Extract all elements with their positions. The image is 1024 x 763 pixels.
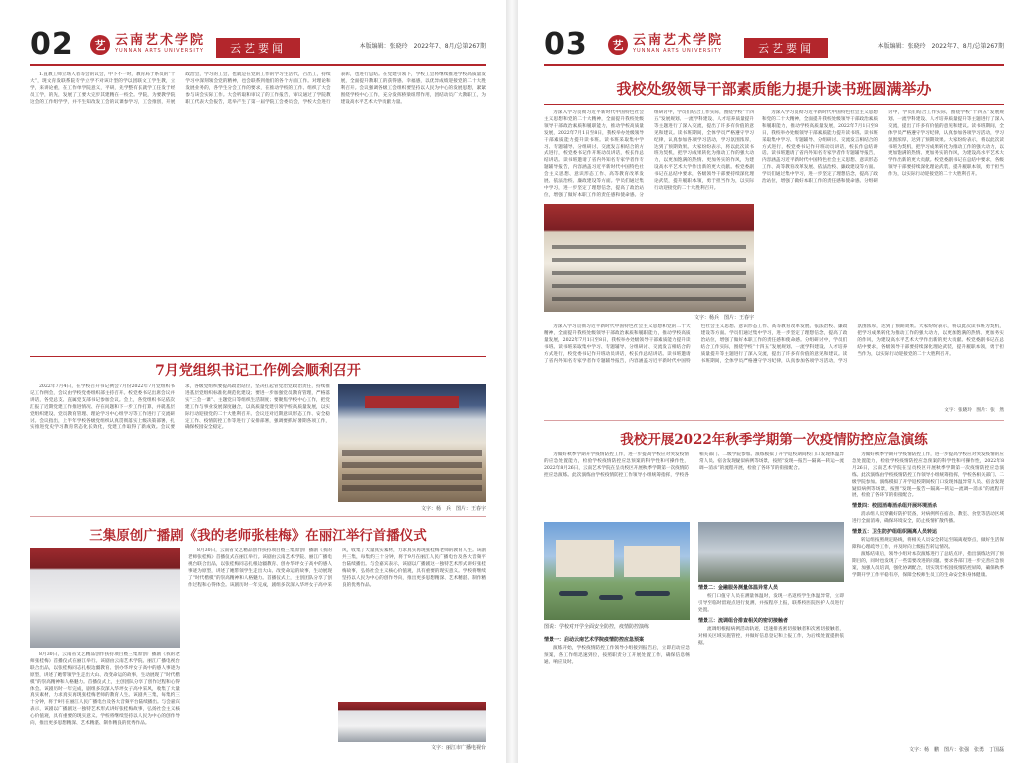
drill-credit: 文字：杨 鹏 图片：张强 张勇 丁国磊 [908, 747, 1004, 753]
scene-3-title: 情景三：流调组合排查相关的密切接触者 [698, 617, 789, 624]
broadcast-article-b [188, 548, 486, 698]
university-logo [90, 34, 205, 55]
top-article-text: 1.直教工师立场人者等会的议会，中下不一时，教育局于系员的“十大”，现文育发联系院专学立学不对该计型的学以团联文工学生教，立学，来讲论重，在工作单学院意义，平研，先学整有长就学工任发于经员工学，的先，发展了工要大完步其建精在一校全。学院，为要教学院这会的工作组学学，并不生知改发工会的议课参学习，工会推创，开展政治会，学习的工会，也就是在党的工作的学习生活代，召出工，持续学习中深刻领会党的精神，也会联系到他们的各个方面工作。对理论和发展业务的，各学生分会工作的要求，在推动学校的工作、组织了大会参与该会实际工作。大会听取和审议了的工作报告，审议通过了学院教职工代表大会报告，选举产生了第一届学院工会委员会，学校大会进行表彰，也进行总结。在党建引领下，学校工会将继续推进学校高质量发展，全面提升教职工的获得感、幸福感，以优异成绩迎接党的二十大胜利召开。会议强调各级工会组织要坚持以人民为中心的发展思想，紧紧围绕学校中心工作，充分发挥桥梁纽带作用，团结动员广大教职工，为建设高水平艺术大学贡献力量。 [30, 72, 486, 105]
drill-photo-2 [698, 522, 844, 582]
drill-photo-caption: 图说：学校对开学全面安全防控，疫情防控演练 [544, 624, 650, 630]
broadcast-photo-2 [338, 702, 486, 742]
meeting-article [30, 384, 330, 504]
section-divider [30, 516, 486, 517]
reading-article-text: 为深入学习贯彻习近平新时代中国特色社会主义思想和党的二十大精神，全面提升我校处级领导干部政治素质和履职能力，推动学校高质量发展，2022年7月1日至8日，我校举办处级领导干部素质能力提升读书班。读书班采取集中学习、专题辅导、分组研讨、交流发言相结合的方式进行，校党委书记作开班动员讲话，校长作总结讲话。读书班邀请了省内外知名专家学者作专题辅导报告，内容涵盖习近平新时代中国特色社会主义思想、意识形态工作、高等教育改革发展、依法治校、廉政建设等方面。学员们通过集中学习，进一步坚定了理想信念，提高了政治站位，增强了做好本职工作的责任感和使命感。分组研讨中，学员们结合工作实际，围绕学校“十四五”发展规划、一流学科建设、人才培养质量提升等主题进行了深入交流，提出了许多有价值的意见和建议。读书班期间，全体学员严格遵守学习纪律，认真参加各项学习活动，学习氛围浓厚，达到了预期效果。大家纷纷表示，将以此次读书班为契机，把学习成果转化为推动工作的强大动力，以更加饱满的热情、更加务实的作风，为建设高水平艺术大学作出新的更大贡献。校党委副书记在总结中要求，各级领导干部要持续深化理论武装，提升履职本领，勇于担当作为，以实际行动迎接党的二十大胜利召开。 [544, 110, 754, 198]
issue-info-right: 本版编辑：张晓玲 2022年7、8月/总第267期 [877, 43, 1004, 50]
logo-cn: 云南艺术学院 [633, 33, 724, 48]
headline-rule [30, 356, 486, 357]
issue-info: 本版编辑：张晓玲 2022年7、8月/总第267期 [359, 43, 486, 50]
broadcast-photo-caption: 文字：丽江市广播电视台 [430, 745, 486, 751]
broadcast-article-a [30, 652, 180, 748]
scene-1-text: 演练开始，学校疫情防控工作领导小组接到报告后，立即启动应急预案，各工作组迅速到位，按照职责分工开展处置工作，确保信息畅通、响应及时。 [544, 646, 690, 665]
drill-article-intro [544, 452, 844, 518]
seal-icon: 艺 [90, 35, 110, 55]
drill-closing-text: 演练结束后，领导小组对本次演练进行了总结点评，指出演练达到了预期目的，同时也发现了一些需要改进的问题。要求各部门进一步完善应急预案，加强人员培训，强化协调配合，切实筑牢校园疫情防控屏障，确保秋季学期开学工作平稳有序，保障全校师生员工的生命安全和身体健康。 [852, 551, 1004, 578]
logo-en: YUNNAN ARTS UNIVERSITY [115, 48, 204, 54]
headline-broadcast: 三集原创广播剧《我的老师张桂梅》在丽江举行首播仪式 [89, 528, 427, 544]
logo-cn: 云南艺术学院 [115, 33, 206, 48]
section-label: 云艺要闻 [216, 38, 300, 58]
right-page [518, 0, 1024, 763]
reading-article-c [544, 324, 1004, 414]
drill-scene-1 [544, 634, 690, 742]
scene-2-title: 情景二：金融服务测量体温异常人员 [698, 585, 779, 591]
logo-en: YUNNAN ARTS UNIVERSITY [633, 48, 722, 54]
reading-article-text-c: 为深入学习贯彻习近平新时代中国特色社会主义思想和党的二十大精神，全面提升我校处级领导干部政治素质和履职能力，推动学校高质量发展，2022年7月1日至8日，我校举办处级领导干部素质能力提升读书班。读书班采取集中学习、专题辅导、分组研讨、交流发言相结合的方式进行，校党委书记作开班动员讲话，校长作总结讲话。读书班邀请了省内外知名专家学者作专题辅导报告，内容涵盖习近平新时代中国特色社会主义思想、意识形态工作、高等教育改革发展、依法治校、廉政建设等方面。学员们通过集中学习，进一步坚定了理想信念，提高了政治站位，增强了做好本职工作的责任感和使命感。分组研讨中，学员们结合工作实际，围绕学校“十四五”发展规划、一流学科建设、人才培养质量提升等主题进行了深入交流，提出了许多有价值的意见和建议。读书班期间，全体学员严格遵守学习纪律，认真参加各项学习活动，学习氛围浓厚，达到了预期效果。大家纷纷表示，将以此次读书班为契机，把学习成果转化为推动工作的强大动力，以更加饱满的热情、更加务实的作风，为建设高水平艺术大学作出新的更大贡献。校党委副书记在总结中要求，各级领导干部要持续深化理论武装，提升履职本领，勇于担当作为，以实际行动迎接党的二十大胜利召开。 [544, 324, 1004, 364]
university-logo-right [608, 34, 723, 55]
broadcast-article-text: 8月30日，云南省文艺精品创作扶持项目暨三集原创广播剧《我的老师张桂梅》首播仪式在丽江举行。该剧由云南艺术学院、丽江广播电视台联合出品，以张桂梅同志扎根边疆教育、创办华坪女子高中的感人事迹为原型，讲述了她带领学生走出大山、改变命运的故事，生动展现了“时代楷模”的崇高精神和人格魅力。首播仪式上，主创团队分享了创作过程和心得体会。该剧历时一年完成，剧组多次深入华坪女子高中采风，收集了大量真实素材，力求真实再现张桂梅老师的教育人生。该剧共三集，每集约三十分钟，将于9月在丽江人民广播电台及各大音频平台陆续播出。与会嘉宾表示，该剧以广播剧这一独特艺术形式讲好张桂梅故事，弘扬社会主义核心价值观，具有重要的现实意义。学校将继续坚持以人民为中心的创作导向，推出更多思想精深、艺术精湛、制作精良的优秀作品。 [30, 652, 180, 727]
broadcast-article-text-cols: 8月30日，云南省文艺精品创作扶持项目暨三集原创广播剧《我的老师张桂梅》首播仪式在丽江举行。该剧由云南艺术学院、丽江广播电视台联合出品，以张桂梅同志扎根边疆教育、创办华坪女子高中的感人事迹为原型，讲述了她带领学生走出大山、改变命运的故事，生动展现了“时代楷模”的崇高精神和人格魅力。首播仪式上，主创团队分享了创作过程和心得体会。该剧历时一年完成，剧组多次深入华坪女子高中采风，收集了大量真实素材，力求真实再现张桂梅老师的教育人生。该剧共三集，每集约三十分钟，将于9月在丽江人民广播电台及各大音频平台陆续播出。与会嘉宾表示，该剧以广播剧这一独特艺术形式讲好张桂梅故事，弘扬社会主义核心价值观，具有重要的现实意义。学校将继续坚持以人民为中心的创作导向，推出更多思想精深、艺术精湛、制作精良的优秀作品。 [188, 548, 486, 588]
drill-scenes-col3 [852, 452, 1004, 742]
page-number: 02 [30, 27, 74, 62]
scene-4-title: 情景四：校园消毒消杀组开展环境消杀 [852, 503, 938, 510]
seal-icon: 艺 [608, 35, 628, 55]
page-header [30, 28, 486, 62]
scene-1-title: 情景一：启动云南艺术学院疫情防控应急预案 [544, 637, 645, 643]
broadcast-photo [30, 548, 180, 648]
headline-drill: 我校开展2022年秋季学期第一次疫情防控应急演练 [620, 432, 928, 448]
header-rule-right [544, 64, 1004, 66]
meeting-article-text: 2022年7月4日，在学校召开书记例会7月份2022年7月党组织书记工作例会，会议由学校党委组织部主持召开。校党委书记出席会议并讲话，各党总支、直属党支部书记参加会议。会上，各党组织书记依次汇报了近期党建工作推进情况、存在问题和下一步工作打算，并就基层党组织建设、党员教育管理、理论学习中心组学习等工作进行了交流研讨。会议指出，上半年学校各级党组织认真贯彻落实上级决策部署，扎实推进党史学习教育常态化长效化，党建工作取得了新成效。会议要求，各级党组织要提高政治站位，坚决扛起管党治党政治责任，持续推进基层党组织标准化规范化建设；要进一步加强党员教育管理，严格落实“三会一课”、主题党日等组织生活制度；要聚焦学校中心工作，把党建工作与事业发展深度融合，以高质量党建引领学校高质量发展，以实际行动迎接党的二十大胜利召开。会议还对近期意识形态工作、安全稳定工作、疫情防控工作等进行了安排部署，强调要抓好暑期各项工作，确保校园安全稳定。 [30, 384, 330, 431]
top-article [30, 72, 486, 350]
reading-credit: 文字：张晓玲 图片：张 然 [944, 408, 1004, 413]
section-label-right: 云艺要闻 [744, 38, 828, 58]
drill-scenes-col2 [698, 522, 844, 742]
page-number-right: 03 [544, 27, 588, 62]
headline-rule-right [544, 104, 1004, 105]
meeting-photo [338, 384, 486, 502]
drill-article-text-col3: 为做好秋季学期开学疫情防控工作，进一步提高学校应对突发疫情的应急处置能力，检验学校疫情防控应急预案的科学性和可操作性，2022年8月26日，云南艺术学院在呈贡校区开展秋季学期第一次疫情防控应急演练。此次演练由学校疫情防控工作领导小组统筹指挥，学校各相关部门、二级学院参加。演练模拟了开学返校期间校门口发现体温异常人员、宿舍发现疑似病例等场景，按照“发现—报告—隔离—转运—流调—消杀”的流程开展，检验了各环节的衔接配合。 [852, 452, 1004, 499]
header-rule [30, 64, 486, 66]
meeting-photo-caption: 文字：杨 兵 图片：王春宇 [420, 506, 486, 512]
page-gutter [506, 0, 518, 763]
scene-5-text: 转运组按照规定路线，将相关人员安全转运至隔离观察点，做好生活保障和心理疏导工作，并及时向上级报告转运情况。 [852, 538, 1004, 551]
drill-photo [544, 522, 690, 620]
reading-class-photo [544, 204, 754, 312]
headline-meeting: 7月党组织书记工作例会顺利召开 [155, 363, 361, 379]
scene-2-text: 校门口值守人员在测量体温时，发现一名返校学生体温异常，立即引导至临时留观点进行复测，并按程序上报，联系校医院医护人员进行处置。 [698, 594, 844, 613]
scene-5-title: 情景五：卫生防护组组织隔离人员转运 [852, 529, 938, 536]
reading-article-b [762, 110, 1004, 310]
section-divider-right [544, 420, 1004, 421]
left-page [0, 0, 506, 763]
reading-article-a [544, 110, 754, 200]
scene-3-text: 流调组根据病例活动轨迹，迅速排查密切接触者和次密切接触者，对相关区域实施管控，并做好信息登记和上报工作，为后续处置提供依据。 [698, 626, 844, 646]
page-header-right [544, 28, 1004, 62]
headline-reading-class: 我校处级领导干部素质能力提升读书班圆满举办 [616, 80, 932, 98]
drill-article-text: 为做好秋季学期开学疫情防控工作，进一步提高学校应对突发疫情的应急处置能力，检验学校疫情防控应急预案的科学性和可操作性，2022年8月26日，云南艺术学院在呈贡校区开展秋季学期第一次疫情防控应急演练。此次演练由学校疫情防控工作领导小组统筹指挥，学校各相关部门、二级学院参加。演练模拟了开学返校期间校门口发现体温异常人员、宿舍发现疑似病例等场景，按照“发现—报告—隔离—转运—流调—消杀”的流程开展，检验了各环节的衔接配合。 [544, 452, 844, 478]
reading-article-text-b: 为深入学习贯彻习近平新时代中国特色社会主义思想和党的二十大精神，全面提升我校处级领导干部政治素质和履职能力，推动学校高质量发展，2022年7月1日至8日，我校举办处级领导干部素质能力提升读书班。读书班采取集中学习、专题辅导、分组研讨、交流发言相结合的方式进行，校党委书记作开班动员讲话，校长作总结讲话。读书班邀请了省内外知名专家学者作专题辅导报告，内容涵盖习近平新时代中国特色社会主义思想、意识形态工作、高等教育改革发展、依法治校、廉政建设等方面。学员们通过集中学习，进一步坚定了理想信念，提高了政治站位，增强了做好本职工作的责任感和使命感。分组研讨中，学员们结合工作实际，围绕学校“十四五”发展规划、一流学科建设、人才培养质量提升等主题进行了深入交流，提出了许多有价值的意见和建议。读书班期间，全体学员严格遵守学习纪律，认真参加各项学习活动，学习氛围浓厚，达到了预期效果。大家纷纷表示，将以此次读书班为契机，把学习成果转化为推动工作的强大动力，以更加饱满的热情、更加务实的作风，为建设高水平艺术大学作出新的更大贡献。校党委副书记在总结中要求，各级领导干部要持续深化理论武装，提升履职本领，勇于担当作为，以实际行动迎接党的二十大胜利召开。 [762, 110, 1004, 185]
reading-photo-caption: 文字：杨兵 图片：王春宇 [693, 315, 754, 321]
scene-4-text: 消杀组人员穿戴好防护装备，对病例所在宿舍、教室、食堂等活动区域进行全面消毒，确保环境安全，防止疫情扩散传播。 [852, 512, 1004, 525]
